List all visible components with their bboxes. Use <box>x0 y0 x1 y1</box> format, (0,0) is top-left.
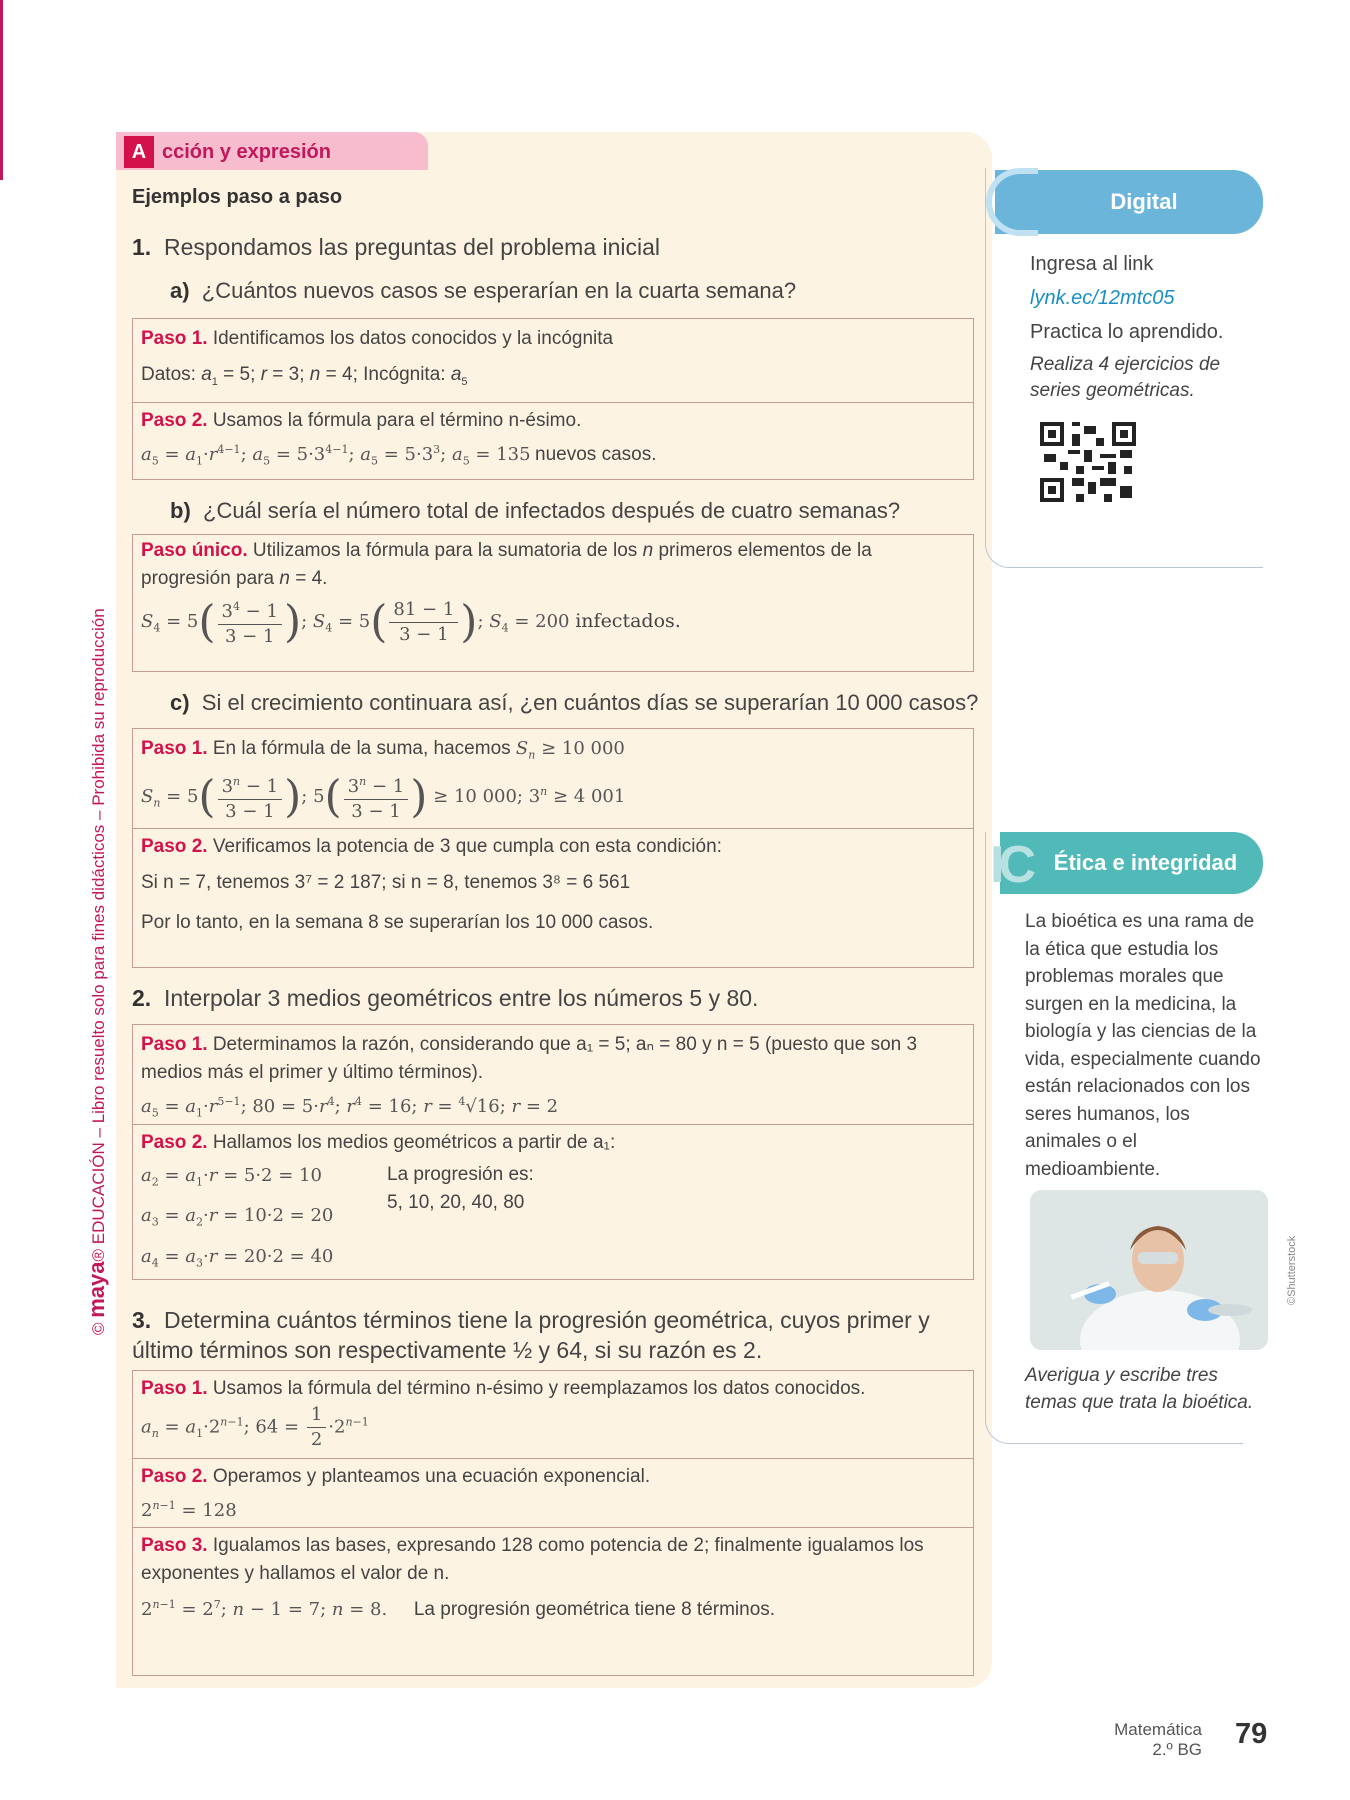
question-1a: a) ¿Cuántos nuevos casos se esperarían en la cuarta semana? <box>170 278 797 303</box>
box-1a <box>132 318 974 480</box>
scientist-photo <box>1030 1190 1268 1350</box>
section-letter: A <box>124 136 154 168</box>
data-line: Datos: $a_1 = 5$; r = 3; n = 4; Incógnita: $a_5$ <box>141 364 468 388</box>
qr-code-icon[interactable] <box>1030 412 1146 542</box>
ethics-task: Averigua y escribe tres temas que trata la bioética. <box>1025 1365 1254 1413</box>
box-1b: Paso único. Utilizamos la fórmula para la sumatoria de los n primeros elementos de la progresión para n = 4. $S_4 = 5$( $\frac{3^4 - 1}{3 - 1}$ ); $S_4 = 5$( $\frac{81 - 1}{3 - 1}$ ); $S_4 = 200$ infectados. <box>132 534 974 672</box>
question-1b: b) ¿Cuál sería el número total de infectados después de cuatro semanas? <box>170 498 901 523</box>
page-number: 79 <box>1235 1718 1268 1750</box>
question-3: 3. Determina cuántos términos tiene la progresión geométrica, cuyos primer y último términos son respectivamente ½ y 64, si su razón es 2. <box>132 1307 930 1363</box>
question-1: 1. Respondamos las preguntas del problema inicial <box>132 234 661 260</box>
section-title: cción y expresión <box>162 141 331 163</box>
step: Paso 1. Identificamos los datos conocidos y la incógnita <box>141 328 614 349</box>
question-1c: c) Si el crecimiento continuara así, ¿en cuántos días se superarían 10 000 casos? <box>170 690 979 715</box>
digital-title: Digital <box>1110 189 1178 214</box>
sum-formula: $S_4 = 5$( $\frac{3^4 - 1}{3 - 1}$ ); $S_4 = 5$( $\frac{81 - 1}{3 - 1}$ ); $S_4 = 200$ infectados. <box>141 596 681 648</box>
copyright-notice: © maya® EDUCACIÓN – Libro resuelto solo para fines didácticos – Prohibida su reproducción <box>84 608 109 1335</box>
box-3: Paso 1. Usamos la fórmula del término n-ésimo y reemplazamos los datos conocidos. $a_n = a_1\cdot 2^{n-1}$; 64 = $\frac{1}{2}$ $\cdot 2^{n-1}$ Paso 2. Operamos y planteamos una ecuación exponencial. $2^{n-1} = 128$ Paso 3. Igualamos las bases, expresando 128 como potencia de 2; finalmente igualamos los exponentes y hallamos el valor de n. $2^{n-1} = 2^7$; n − 1 = 7; n = 8. La progresión geométrica tiene 8 términos. <box>132 1370 974 1676</box>
ethics-title: Ética e integridad <box>1053 850 1238 875</box>
box-2: Paso 1. Determinamos la razón, considerando que a₁ = 5; aₙ = 80 y n = 5 (puesto que son 3 medios más el primer y último términos). $a_5 = a_1\cdot r^{5-1}$; $80 = 5\cdot r^4$; $r^4 = 16$; r = $^4$√16; r = 2 Paso 2. Hallamos los medios geométricos a partir de a₁: $a_2 = a_1\cdot r = 5\cdot 2 = 10$ $a_3 = a_2\cdot r = 10\cdot 2 = 20$ $a_4 = a_3\cdot r = 20\cdot 2 = 40$ La progresión es: 5, 10, 20, 40, 80 <box>132 1024 974 1280</box>
formula-line: $a_5 = a_1\cdot r^{4-1}$; $a_5 = 5\cdot 3^{4-1}$; $a_5 = 5\cdot 3^3$; $a_5 = 135$ nuevos casos. <box>141 442 657 468</box>
digital-link[interactable]: lynk.ec/12mtc05 <box>1030 287 1175 309</box>
digital-text: Ingresa al link lynk.ec/12mtc05 Practica lo aprendido. Realiza 4 ejercicios de series geométricas. <box>1030 250 1260 404</box>
photo-credit: ©Shutterstock <box>1286 1235 1298 1305</box>
ic-logo-icon: IC <box>990 836 1030 894</box>
footer-subject: Matemática 2.º BG <box>1114 1720 1202 1759</box>
ethics-text: La bioética es una rama de la ética que estudia los problemas morales que surgen en la medicina, la biología y las ciencias de la vida, especialmente cuando están relacionados con los seres humanos, los animales o el medioambiente. <box>1025 911 1261 1180</box>
box-1c: Paso 1. En la fórmula de la suma, hacemos $S_n \ge 10$ 000 $S_n = 5$( $\frac{3^n - 1}{3 - 1}$ ); 5( $\frac{3^n - 1}{3 - 1}$ ) ≥ 10 000; $3^n \ge 4$ 001 Paso 2. Verificamos la potencia de 3 que cumpla con esta condición: Si n = 7, tenemos 3⁷ = 2 187; si n = 8, tenemos 3⁸ = 6 561 Por lo tanto, en la semana 8 se superarían los 10 000 casos. <box>132 728 974 968</box>
margin-bar <box>0 0 3 180</box>
heading: Ejemplos paso a paso <box>132 186 343 208</box>
step: Paso 2. Usamos la fórmula para el término n-ésimo. <box>133 402 973 435</box>
question-2: 2. Interpolar 3 medios geométricos entre los números 5 y 80. <box>132 985 759 1011</box>
